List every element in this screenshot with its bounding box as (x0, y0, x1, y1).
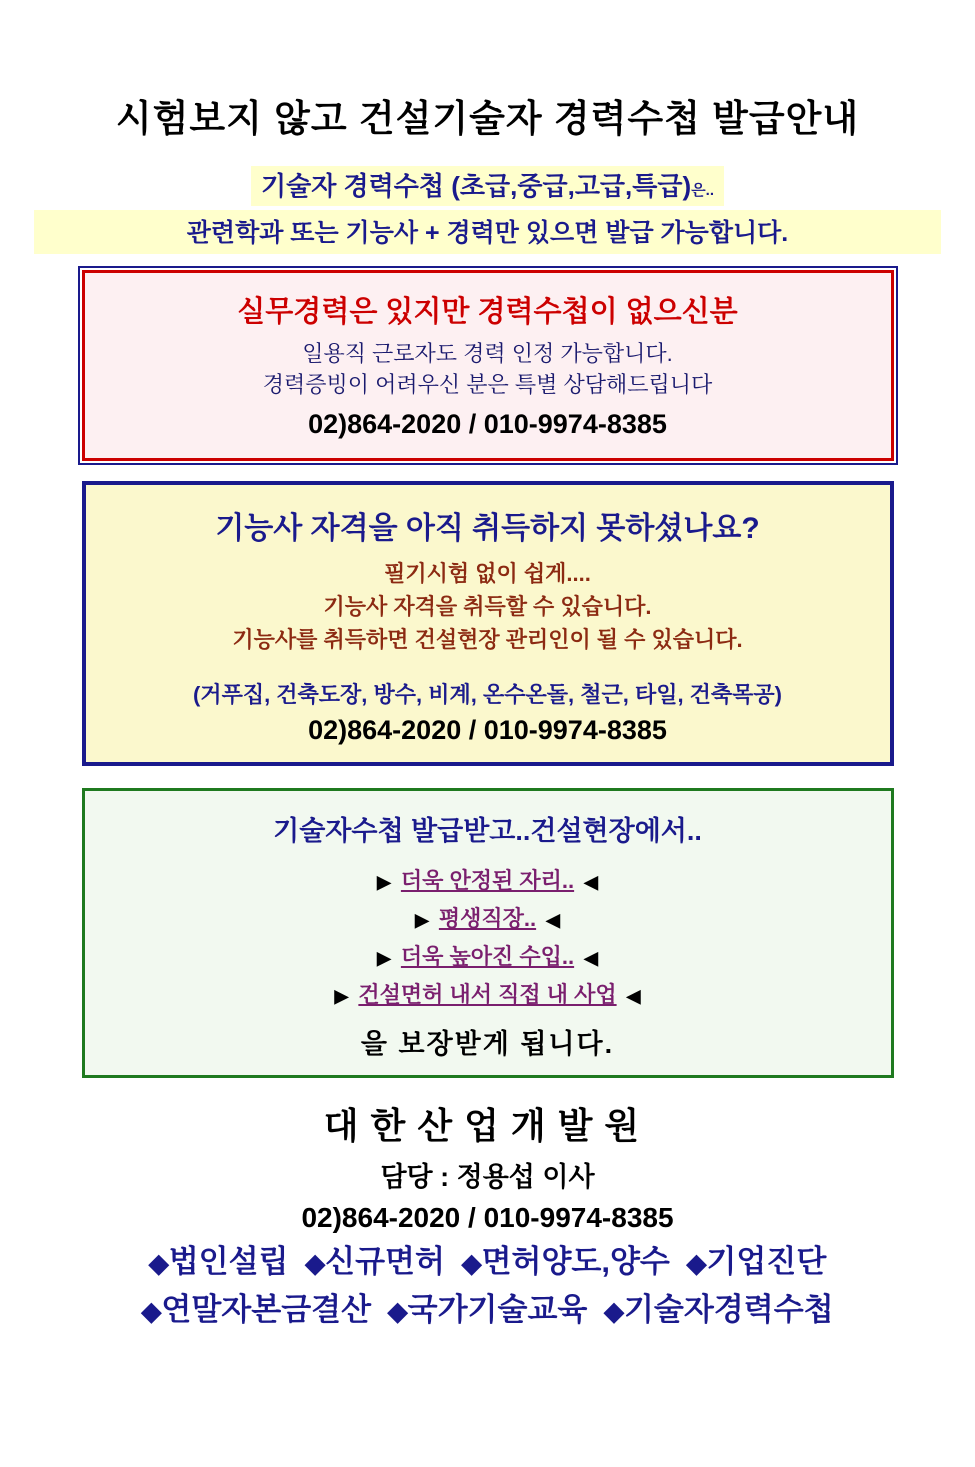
service-item (137, 1292, 375, 1327)
craftsman-license-phone: 02)864-2020 / 010-9974-8385 (308, 715, 667, 746)
arrow-left-icon: ◀ (546, 910, 560, 931)
arrow-right-icon: ▶ (377, 947, 391, 968)
craftsman-license-heading: 기능사 자격을 아직 취득하지 못하셨나요? (215, 512, 760, 546)
benefits-closing: 을 보장받게 됩니다. (360, 1028, 615, 1059)
no-career-book-phone: 02)864-2020 / 010-9974-8385 (308, 409, 667, 440)
arrow-left-icon: ◀ (584, 947, 598, 968)
craftsman-trades-list: (거푸집, 건축도장, 방수, 비계, 온수온돌, 철근, 타일, 건축목공) (192, 682, 783, 708)
benefit-text: 더욱 안정된 자리.. (400, 868, 575, 894)
service-label: 기업진단 (706, 1243, 827, 1279)
arrow-right-icon: ▶ (334, 985, 349, 1006)
service-item (600, 1292, 838, 1327)
diamond-icon: ◆ (603, 1295, 624, 1326)
diamond-icon: ◆ (686, 1247, 707, 1278)
manager-name: 담당 : 정용섭 이사 (380, 1161, 595, 1192)
benefit-item (95, 900, 881, 938)
benefit-text: 더욱 높아진 수입.. (400, 943, 575, 969)
no-career-book-line-1: 일용직 근로자도 경력 인정 가능합니다. (302, 340, 673, 366)
service-item (301, 1244, 449, 1279)
flyer-page (0, 88, 975, 1467)
diamond-icon: ◆ (141, 1295, 162, 1326)
services-row-2 (34, 1290, 941, 1330)
page-title: 시험보지 않고 건설기술자 경력수첩 발급안내 (115, 98, 860, 139)
craftsman-license-box (82, 481, 894, 766)
arrow-right-icon: ▶ (415, 910, 429, 931)
benefit-item (95, 862, 881, 900)
benefit-item (95, 976, 881, 1014)
service-item (145, 1244, 293, 1279)
service-label: 신규면허 (325, 1243, 445, 1279)
benefits-box (82, 788, 894, 1077)
no-career-book-line-2: 경력증빙이 어려우신 분은 특별 상담해드립니다 (262, 372, 713, 398)
arrow-left-icon: ◀ (626, 985, 641, 1006)
diamond-icon: ◆ (461, 1247, 482, 1278)
intro-line-1-main: 기술자 경력수첩 (초급,중급,고급,특급) (260, 171, 692, 201)
benefit-text: 건설면허 내서 직접 내 사업 (358, 981, 617, 1007)
diamond-icon: ◆ (305, 1247, 326, 1278)
intro-line-2: 관련학과 또는 기능사 + 경력만 있으면 발급 가능합니다. (34, 210, 941, 254)
no-career-book-box (82, 270, 894, 462)
benefit-item (95, 938, 881, 976)
service-label: 연말자본금결산 (161, 1291, 372, 1327)
company-name: 대한산업개발원 (323, 1104, 652, 1146)
services-row-1 (34, 1242, 941, 1282)
diamond-icon: ◆ (148, 1247, 169, 1278)
footer-phone: 02)864-2020 / 010-9974-8385 (301, 1201, 674, 1233)
service-item (682, 1244, 830, 1279)
arrow-left-icon: ◀ (584, 872, 598, 893)
service-item (458, 1244, 674, 1279)
service-item (384, 1292, 592, 1327)
intro-line-1-sub: 은.. (691, 182, 714, 199)
arrow-right-icon: ▶ (377, 872, 391, 893)
service-label: 기술자경력수첩 (623, 1291, 834, 1327)
benefits-heading: 기술자수첩 발급받고..건설현장에서.. (273, 816, 702, 847)
service-label: 국가기술교육 (407, 1291, 588, 1327)
craftsman-license-line-2: 기능사 자격을 취득할 수 있습니다. (323, 594, 652, 620)
diamond-icon: ◆ (387, 1295, 408, 1326)
benefit-text: 평생직장.. (438, 906, 537, 932)
service-label: 법인설립 (168, 1243, 289, 1279)
intro-line-1 (251, 166, 724, 206)
no-career-book-heading: 실무경력은 있지만 경력수첩이 없으신분 (237, 295, 738, 328)
service-label: 면허양도,양수 (481, 1243, 670, 1279)
intro-block (34, 166, 941, 254)
craftsman-license-line-1: 필기시험 없이 쉽게.... (384, 561, 591, 587)
craftsman-license-line-3: 기능사를 취득하면 건설현장 관리인이 될 수 있습니다. (232, 627, 743, 653)
